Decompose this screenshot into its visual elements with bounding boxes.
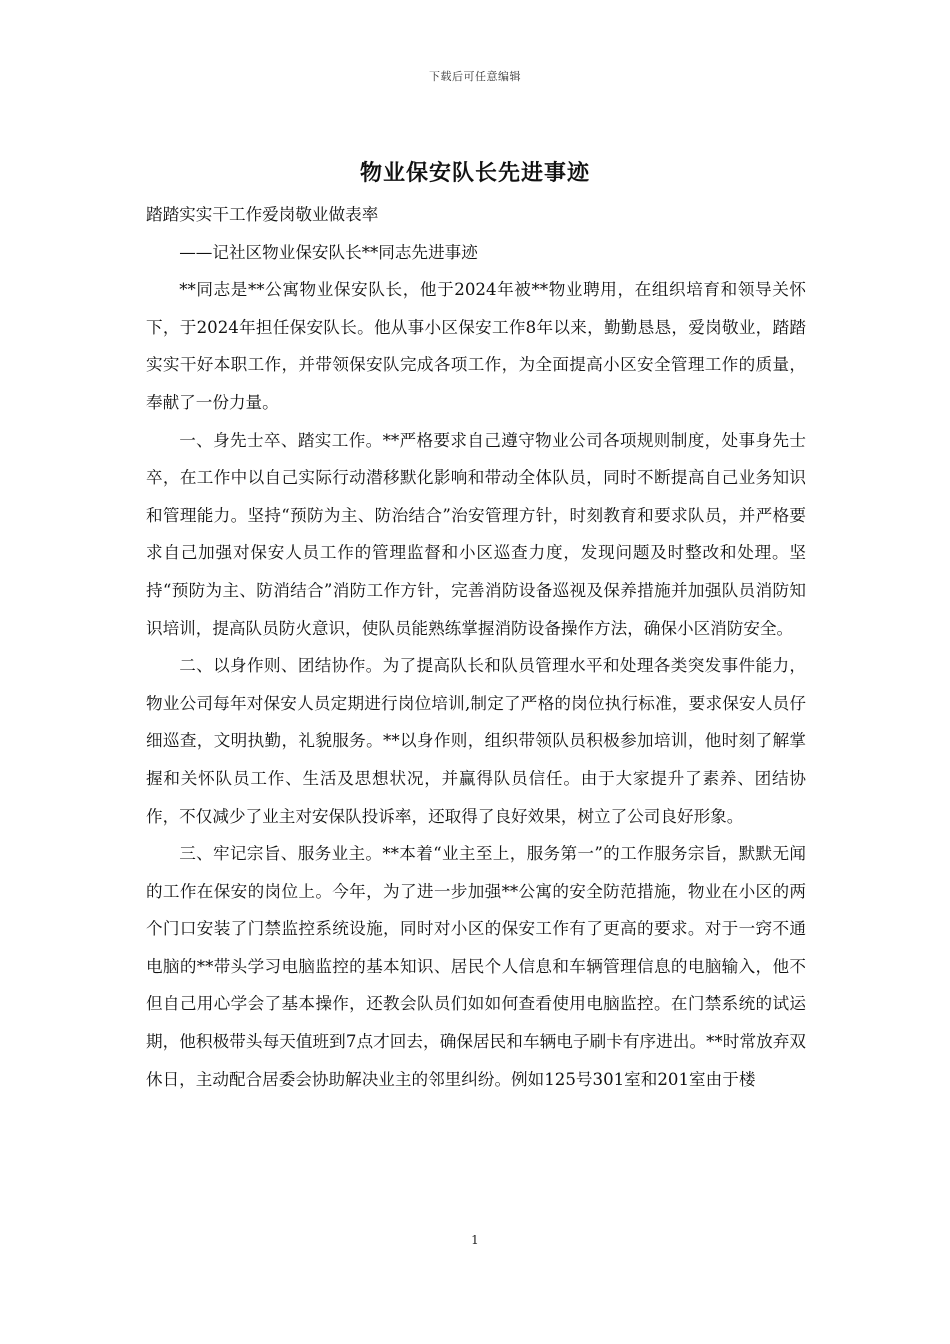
document-subtitle: 踏踏实实干工作爱岗敬业做表率: [146, 205, 379, 224]
section-one-paragraph: 一、身先士卒、踏实工作。**严格要求自己遵守物业公司各项规则制度，处事身先士卒，在工作中以自己实际行动潜移默化影响和带动全体队员，同时不断提高自己业务知识和管理能力。坚持“预防为主、防治结合”治安管理方针，时刻教育和要求队员，并严格要求自己加强对保安人员工作的管理监督和小区巡查力度，发现问题及时整改和处理。坚持“预防为主、防消结合”消防工作方针，完善消防设备巡视及保养措施并加强队员消防知识培训，提高队员防火意识，使队员能熟练掌握消防设备操作方法，确保小区消防安全。: [146, 430, 806, 638]
page-number: 1: [471, 1233, 479, 1247]
intro-paragraph: **同志是**公寓物业保安队长，他于2024年被**物业聘用，在组织培育和领导关怀下，于2024年担任保安队长。他从事小区保安工作8年以来，勤勤恳恳，爱岗敬业，踏踏实实干好本职工作，并带领保安队完成各项工作，为全面提高小区安全管理工作的质量，奉献了一份力量。: [146, 280, 806, 412]
document-subtitle-secondary: ——记社区物业保安队长**同志先进事迹: [179, 242, 478, 262]
page-header-note: 下载后可任意编辑: [429, 70, 521, 83]
document-title: 物业保安队长先进事迹: [359, 160, 590, 186]
section-three-paragraph: 三、牢记宗旨、服务业主。**本着“业主至上，服务第一”的工作服务宗旨，默默无闻的工作在保安的岗位上。今年，为了进一步加强**公寓的安全防范措施，物业在小区的两个门口安装了门禁监控系统设施，同时对小区的保安工作有了更高的要求。对于一窍不通电脑的**带头学习电脑监控的基本知识、居民个人信息和车辆管理信息的电脑输入，他不但自己用心学会了基本操作，还教会队员们如如何查看使用电脑监控。在门禁系统的试运期，他积极带头每天值班到7点才回去，确保居民和车辆电子刷卡有序进出。**时常放弃双休日，主动配合居委会协助解决业主的邻里纠纷。例如125号301室和201室由于楼: [146, 844, 806, 1089]
document-body: [146, 196, 806, 1098]
section-two-paragraph: 二、以身作则、团结协作。为了提高队长和队员管理水平和处理各类突发事件能力，物业公司每年对保安人员定期进行岗位培训,制定了严格的岗位执行标准，要求保安人员仔细巡查，文明执勤，礼貌服务。**以身作则，组织带领队员积极参加培训，他时刻了解掌握和关怀队员工作、生活及思想状况，并赢得队员信任。由于大家提升了素养、团结协作，不仅减少了业主对安保队投诉率，还取得了良好效果，树立了公司良好形象。: [146, 656, 806, 826]
